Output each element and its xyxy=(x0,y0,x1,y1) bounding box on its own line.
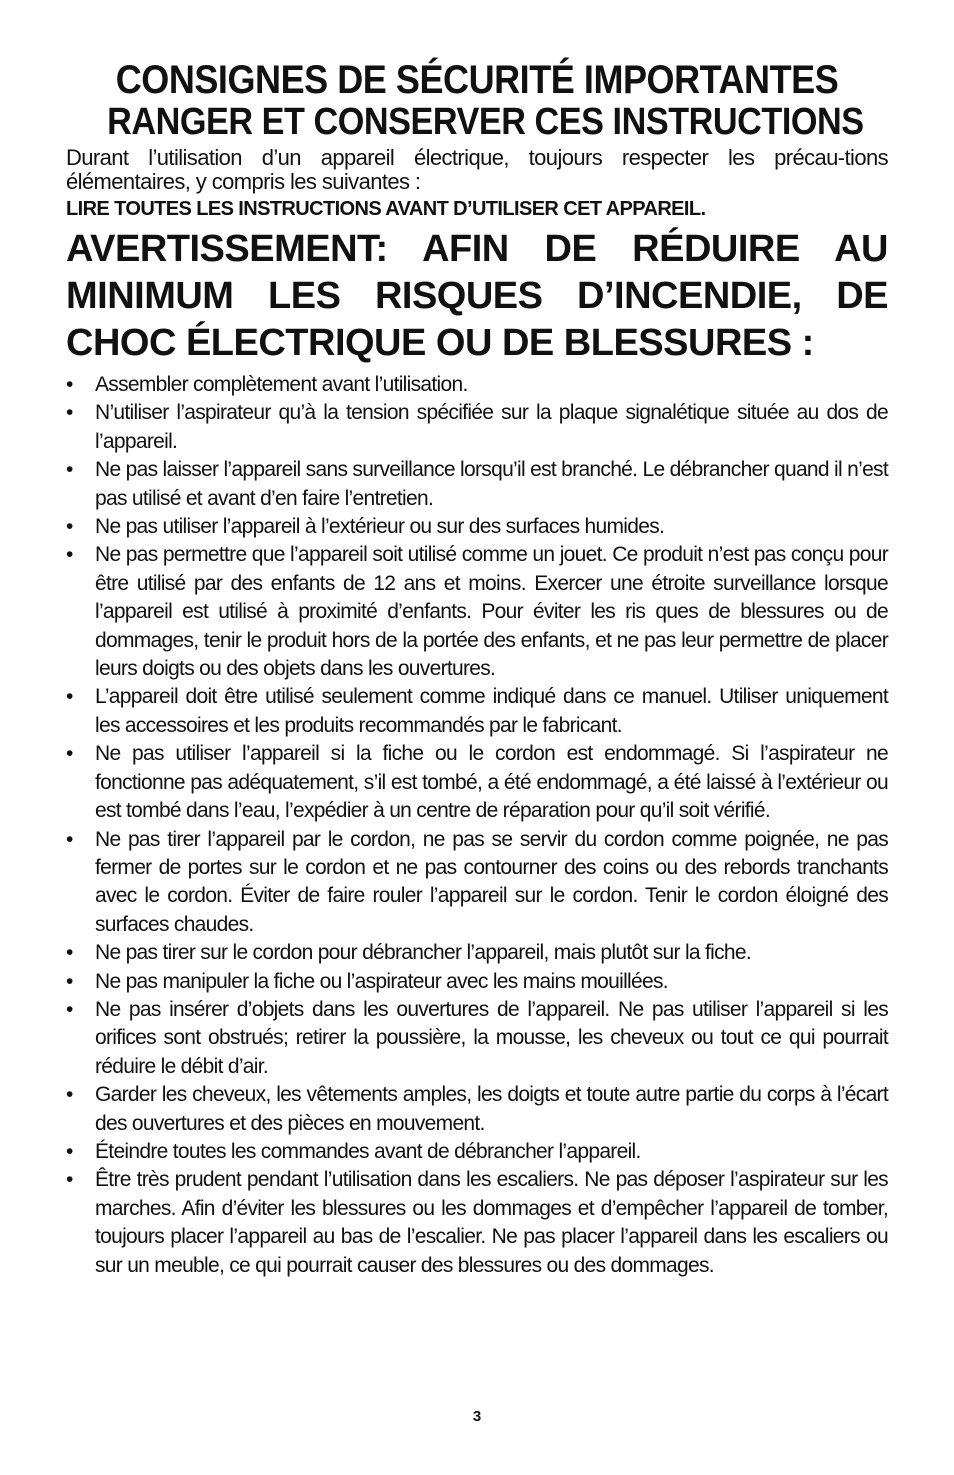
bullet-icon: • xyxy=(66,401,73,425)
bullet-icon: • xyxy=(66,827,73,851)
bullet-icon: • xyxy=(66,373,73,396)
bullet-icon: • xyxy=(66,941,73,965)
list-item xyxy=(66,996,888,1081)
list-item xyxy=(66,1081,888,1138)
list-item xyxy=(66,1138,888,1166)
list-item xyxy=(66,939,888,967)
rule-text: Ne pas tirer l’appareil par le cordon, ne pas se servir du cordon comme poignée, ne pas fermer de portes sur le cordon et ne pas contourner des coins ou des rebords tranchants avec le cordon. Éviter de faire rouler l’appareil sur le cordon. Tenir le cordon éloigné des surfaces chaudes. xyxy=(95,827,888,936)
list-item xyxy=(66,371,888,399)
page-title: CONSIGNES DE SÉCURITÉ IMPORTANTES xyxy=(115,58,839,102)
rule-text: Ne pas manipuler la fiche ou l’aspirateur avec les mains mouillées. xyxy=(95,969,668,993)
rule-text: Ne pas insérer d’objets dans les ouvertures de l’appareil. Ne pas utiliser l’appareil si les orifices sont obstrués; retirer la poussière, la mousse, les cheveux ou tout ce qui pourrait réduire le débit d’air. xyxy=(95,997,888,1078)
list-item xyxy=(66,740,888,825)
bullet-icon: • xyxy=(66,458,73,482)
rule-text: Ne pas utiliser l’appareil à l’extérieur ou sur des surfaces humides. xyxy=(95,515,665,539)
rule-text: L’appareil doit être utilisé seulement comme indiqué dans ce manuel. Utiliser uniquement les accessoires et les produits recommandés par le fabricant. xyxy=(95,685,888,737)
list-item xyxy=(66,968,888,996)
list-item xyxy=(66,541,888,683)
bullet-icon: • xyxy=(66,1139,73,1163)
bullet-icon: • xyxy=(66,997,73,1021)
bullet-icon: • xyxy=(66,685,73,709)
rule-text: N’utiliser l’aspirateur qu’à la tension spécifiée sur la plaque signalétique située au dos de l’appareil. xyxy=(95,401,888,453)
bullet-icon: • xyxy=(66,742,73,766)
rule-text: Ne pas laisser l’appareil sans surveillance lorsqu’il est branché. Le débrancher quand il n’est pas utilisé et avant d’en faire l’entretien. xyxy=(95,458,888,510)
rule-text: Assembler complètement avant l’utilisation. xyxy=(95,373,468,396)
page-subtitle: RANGER ET CONSERVER CES INSTRUCTIONS xyxy=(107,101,864,143)
intro-paragraph: Durant l’utilisation d’un appareil électrique, toujours respecter les précau-tions élémentaires, y compris les suivantes : xyxy=(66,145,888,194)
list-item xyxy=(66,399,888,456)
rule-text: Éteindre toutes les commandes avant de débrancher l’appareil. xyxy=(95,1139,641,1163)
rule-text: Garder les cheveux, les vêtements amples, les doigts et toute autre partie du corps à l’écart des ouvertures et des pièces en mouvement. xyxy=(95,1083,888,1135)
bullet-icon: • xyxy=(66,1083,73,1107)
bullet-icon: • xyxy=(66,543,73,567)
warning-heading: AVERTISSEMENT: AFIN DE RÉDUIRE AU MINIMUM LES RISQUES D’INCENDIE, DE CHOC ÉLECTRIQUE OU DE BLESSURES : xyxy=(66,228,888,364)
bullet-icon: • xyxy=(66,1168,73,1192)
list-item xyxy=(66,826,888,940)
read-all-notice: LIRE TOUTES LES INSTRUCTIONS AVANT D’UTILISER CET APPAREIL. xyxy=(66,198,706,220)
safety-rules-list xyxy=(66,371,888,1280)
page-number: 3 xyxy=(472,1408,482,1425)
list-item xyxy=(66,1166,888,1280)
list-item xyxy=(66,683,888,740)
list-item xyxy=(66,513,888,541)
bullet-icon: • xyxy=(66,515,73,539)
bullet-icon: • xyxy=(66,969,73,993)
rule-text: Être très prudent pendant l’utilisation dans les escaliers. Ne pas déposer l’aspirateur sur les marches. Afin d’éviter les blessures ou les dommages et d’empêcher l’appareil de tomber, toujours placer l’appareil au bas de l’escalier. Ne pas placer l’appareil dans les escaliers ou sur un meuble, ce qui pourrait causer des blessures ou des dommages. xyxy=(95,1168,888,1277)
rule-text: Ne pas tirer sur le cordon pour débrancher l’appareil, mais plutôt sur la fiche. xyxy=(95,941,752,965)
document-page xyxy=(66,58,888,1280)
rule-text: Ne pas permettre que l’appareil soit utilisé comme un jouet. Ce produit n’est pas conçu pour être utilisé par des enfants de 12 ans et moins. Exercer une étroite surveillance lorsque l’appareil est utilisé à proximité d’enfants. Pour éviter les ris ques de blessures ou de dommages, tenir le produit hors de la portée des enfants, et ne pas leur permettre de placer leurs doigts ou des objets dans les ouvertures. xyxy=(95,543,888,681)
list-item xyxy=(66,456,888,513)
rule-text: Ne pas utiliser l’appareil si la fiche ou le cordon est endommagé. Si l’aspirateur ne fonctionne pas adéquatement, s’il est tombé, a été endommagé, a été laissé à l’extérieur ou est tombé dans l’eau, l’expédier à un centre de réparation pour qu’il soit vérifié. xyxy=(95,742,888,823)
